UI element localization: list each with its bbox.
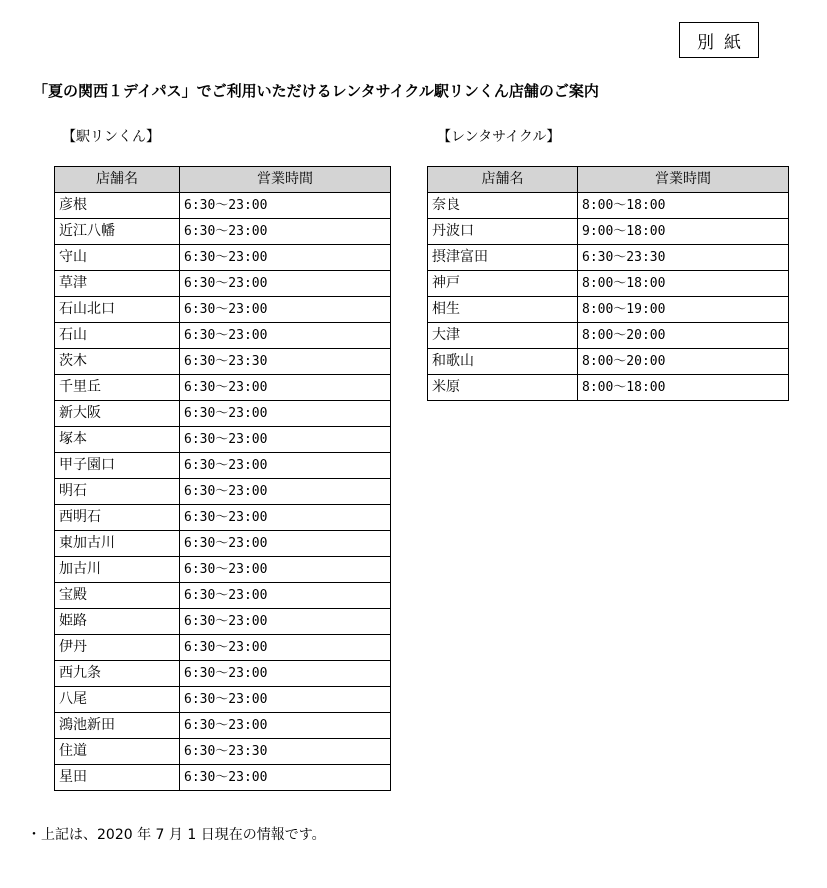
table-row xyxy=(428,245,789,271)
store-name-cell: 住道 xyxy=(55,739,180,765)
table-row xyxy=(55,635,391,661)
table-row xyxy=(55,583,391,609)
hours-cell: 6:30～23:00 xyxy=(180,375,391,401)
hours-cell: 6:30～23:00 xyxy=(180,401,391,427)
ekirin-heading: 【駅リンくん】 xyxy=(62,129,160,145)
table-row xyxy=(428,349,789,375)
hours-cell: 8:00～18:00 xyxy=(578,271,789,297)
hours-cell: 6:30～23:00 xyxy=(180,505,391,531)
hours-cell: 6:30～23:00 xyxy=(180,427,391,453)
table-row xyxy=(55,219,391,245)
hours-cell: 6:30～23:00 xyxy=(180,479,391,505)
store-name-cell: 西九条 xyxy=(55,661,180,687)
table-row xyxy=(55,349,391,375)
hours-cell: 8:00～20:00 xyxy=(578,349,789,375)
hours-cell: 6:30～23:00 xyxy=(180,635,391,661)
hours-cell: 8:00～20:00 xyxy=(578,323,789,349)
store-name-cell: 加古川 xyxy=(55,557,180,583)
ekirin-table xyxy=(54,166,391,791)
table-header-row xyxy=(55,167,391,193)
table-row xyxy=(55,401,391,427)
table-row xyxy=(55,271,391,297)
hours-cell: 6:30～23:00 xyxy=(180,713,391,739)
attachment-label: 別紙 xyxy=(679,22,759,58)
table-row xyxy=(428,297,789,323)
hours-cell: 6:30～23:30 xyxy=(578,245,789,271)
hours-cell: 6:30～23:30 xyxy=(180,349,391,375)
store-name-cell: 奈良 xyxy=(428,193,578,219)
store-name-cell: 丹波口 xyxy=(428,219,578,245)
table-row xyxy=(55,427,391,453)
hours-cell: 6:30～23:00 xyxy=(180,323,391,349)
table-row xyxy=(55,609,391,635)
table-row xyxy=(55,453,391,479)
column-header-hours: 営業時間 xyxy=(578,167,789,193)
table-row xyxy=(428,219,789,245)
table-row xyxy=(428,323,789,349)
store-name-cell: 宝殿 xyxy=(55,583,180,609)
table-row xyxy=(55,765,391,791)
store-name-cell: 伊丹 xyxy=(55,635,180,661)
hours-cell: 6:30～23:00 xyxy=(180,245,391,271)
store-name-cell: 西明石 xyxy=(55,505,180,531)
store-name-cell: 東加古川 xyxy=(55,531,180,557)
hours-cell: 6:30～23:00 xyxy=(180,765,391,791)
store-name-cell: 塚本 xyxy=(55,427,180,453)
table-row xyxy=(55,245,391,271)
store-name-cell: 石山 xyxy=(55,323,180,349)
table-row xyxy=(55,531,391,557)
store-name-cell: 相生 xyxy=(428,297,578,323)
store-name-cell: 茨木 xyxy=(55,349,180,375)
table-row xyxy=(428,375,789,401)
store-name-cell: 摂津富田 xyxy=(428,245,578,271)
store-name-cell: 星田 xyxy=(55,765,180,791)
table-row xyxy=(55,713,391,739)
hours-cell: 6:30～23:00 xyxy=(180,219,391,245)
store-name-cell: 甲子園口 xyxy=(55,453,180,479)
column-header-store: 店舗名 xyxy=(428,167,578,193)
table-row xyxy=(55,739,391,765)
table-row xyxy=(55,193,391,219)
page-title: 「夏の関西１デイパス」でご利用いただけるレンタサイクル駅リンくん店舗のご案内 xyxy=(33,82,599,100)
store-name-cell: 草津 xyxy=(55,271,180,297)
column-header-store: 店舗名 xyxy=(55,167,180,193)
hours-cell: 6:30～23:00 xyxy=(180,271,391,297)
rental-table xyxy=(427,166,789,401)
table-row xyxy=(55,479,391,505)
table-row xyxy=(55,297,391,323)
table-row xyxy=(55,375,391,401)
hours-cell: 6:30～23:00 xyxy=(180,557,391,583)
hours-cell: 6:30～23:30 xyxy=(180,739,391,765)
store-name-cell: 彦根 xyxy=(55,193,180,219)
store-name-cell: 石山北口 xyxy=(55,297,180,323)
store-name-cell: 和歌山 xyxy=(428,349,578,375)
store-name-cell: 米原 xyxy=(428,375,578,401)
hours-cell: 6:30～23:00 xyxy=(180,453,391,479)
store-name-cell: 姫路 xyxy=(55,609,180,635)
table-row xyxy=(428,271,789,297)
hours-cell: 6:30～23:00 xyxy=(180,687,391,713)
store-name-cell: 八尾 xyxy=(55,687,180,713)
store-name-cell: 大津 xyxy=(428,323,578,349)
table-row xyxy=(55,323,391,349)
hours-cell: 6:30～23:00 xyxy=(180,193,391,219)
rental-heading: 【レンタサイクル】 xyxy=(437,129,561,145)
store-name-cell: 神戸 xyxy=(428,271,578,297)
hours-cell: 6:30～23:00 xyxy=(180,297,391,323)
table-row xyxy=(55,557,391,583)
store-name-cell: 守山 xyxy=(55,245,180,271)
store-name-cell: 新大阪 xyxy=(55,401,180,427)
hours-cell: 6:30～23:00 xyxy=(180,609,391,635)
table-header-row xyxy=(428,167,789,193)
table-row xyxy=(55,505,391,531)
store-name-cell: 近江八幡 xyxy=(55,219,180,245)
hours-cell: 8:00～19:00 xyxy=(578,297,789,323)
hours-cell: 8:00～18:00 xyxy=(578,375,789,401)
hours-cell: 9:00～18:00 xyxy=(578,219,789,245)
table-row xyxy=(55,687,391,713)
hours-cell: 8:00～18:00 xyxy=(578,193,789,219)
hours-cell: 6:30～23:00 xyxy=(180,661,391,687)
column-header-hours: 営業時間 xyxy=(180,167,391,193)
table-row xyxy=(55,661,391,687)
hours-cell: 6:30～23:00 xyxy=(180,583,391,609)
table-row xyxy=(428,193,789,219)
store-name-cell: 千里丘 xyxy=(55,375,180,401)
store-name-cell: 明石 xyxy=(55,479,180,505)
footnote: ・上記は、2020 年 7 月 1 日現在の情報です。 xyxy=(27,827,326,843)
store-name-cell: 鴻池新田 xyxy=(55,713,180,739)
hours-cell: 6:30～23:00 xyxy=(180,531,391,557)
